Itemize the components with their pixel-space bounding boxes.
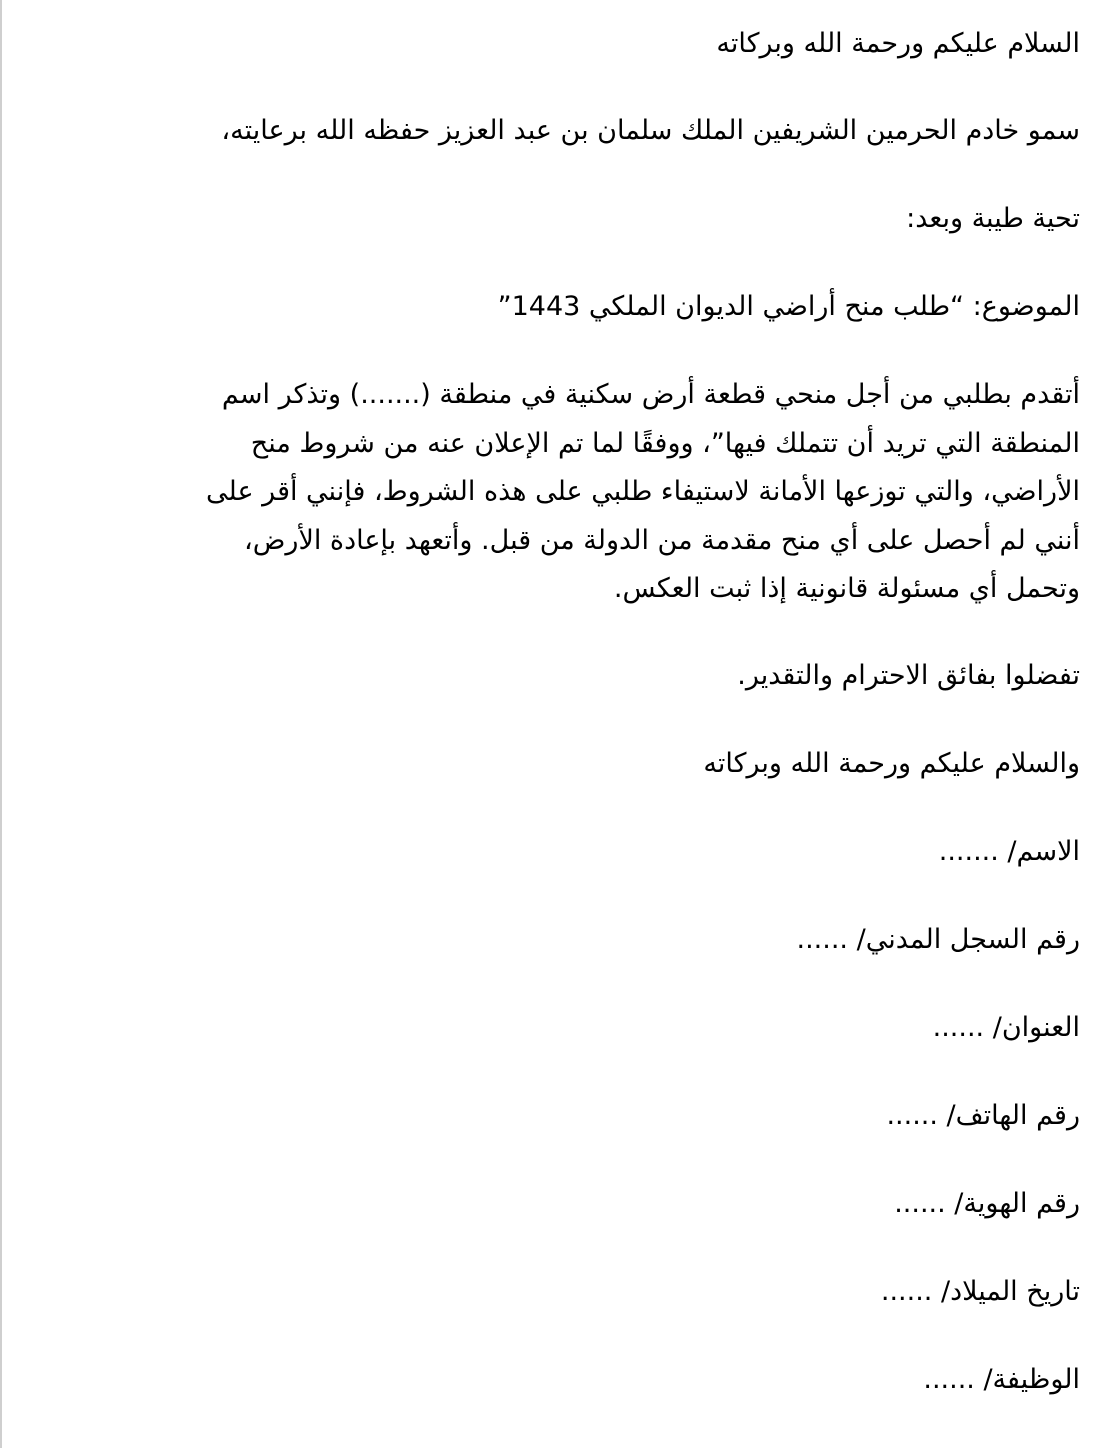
closing-respect: تفضلوا بفائق الاحترام والتقدير.	[737, 660, 1080, 691]
body-line-2: المنطقة التي تريد أن تتملك فيها”، ووفقًا لما تم الإعلان عنه من شروط منح	[250, 427, 1080, 459]
field-birth-date: تاريخ الميلاد/ ......	[880, 1276, 1080, 1307]
field-civil-record: رقم السجل المدني/ ......	[796, 924, 1080, 955]
letter-document	[60, 0, 1080, 1448]
field-address: العنوان/ ......	[932, 1012, 1080, 1043]
subject-line: الموضوع: “طلب منح أراضي الديوان الملكي 1443”	[497, 291, 1080, 322]
page-left-edge	[0, 0, 2, 1448]
field-job: الوظيفة/ ......	[923, 1364, 1080, 1395]
body-line-1: أتقدم بطلبي من أجل منحي قطعة أرض سكنية في منطقة (.......) وتذكر اسم	[221, 379, 1080, 410]
closing-greeting: والسلام عليكم ورحمة الله وبركاته	[703, 748, 1080, 779]
field-name: الاسم/ .......	[938, 836, 1080, 867]
body-line-3: الأراضي، والتي توزعها الأمانة لاستيفاء طلبي على هذه الشروط، فإنني أقر على	[206, 476, 1080, 507]
opening-greeting: السلام عليكم ورحمة الله وبركاته	[716, 28, 1080, 59]
body-line-5: وتحمل أي مسئولة قانونية إذا ثبت العكس.	[613, 573, 1080, 604]
field-phone: رقم الهاتف/ ......	[886, 1100, 1080, 1131]
body-line-4: أنني لم أحصل على أي منح مقدمة من الدولة من قبل. وأتعهد بإعادة الأرض،	[244, 524, 1080, 556]
field-id-number: رقم الهوية/ ......	[894, 1188, 1080, 1219]
addressee-line: سمو خادم الحرمين الشريفين الملك سلمان بن عبد العزيز حفظه الله برعايته،	[221, 115, 1080, 146]
salutation-line: تحية طيبة وبعد:	[906, 203, 1080, 234]
letter-body-paragraph	[130, 371, 1080, 614]
